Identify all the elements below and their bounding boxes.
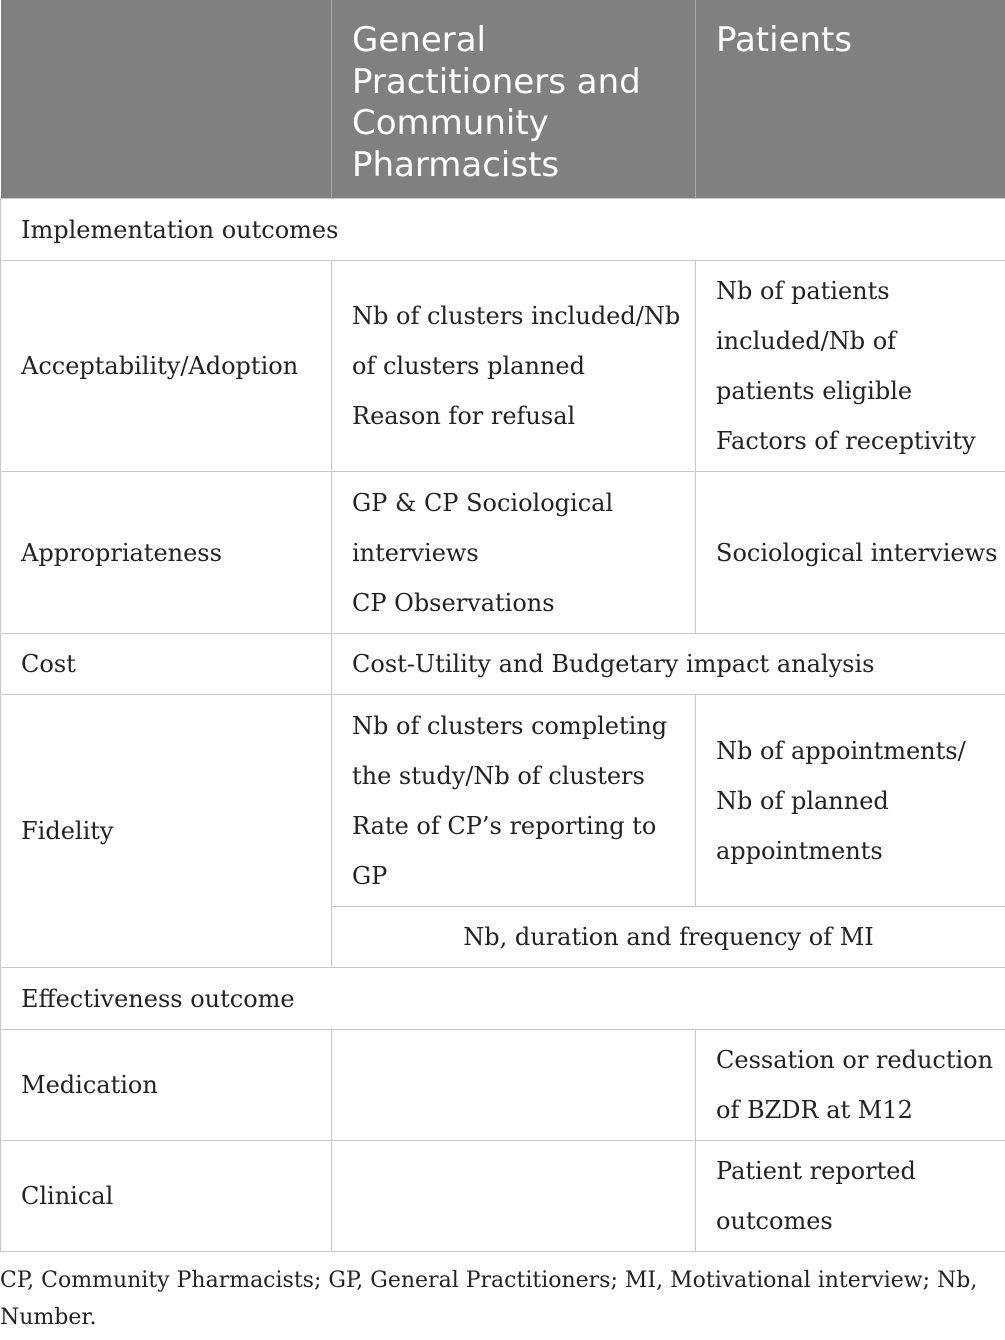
patients-cell: Nb of patients included/Nb of patients eligible Factors of receptivity [696, 261, 1005, 472]
section-label: Implementation outcomes [1, 199, 1005, 261]
practitioners-cell-empty [332, 1030, 696, 1141]
table-row-medication [1, 1030, 1005, 1141]
row-label: Cost [1, 634, 332, 695]
patients-cell: Patient reported outcomes [696, 1141, 1005, 1252]
row-label: Fidelity [1, 695, 332, 968]
practitioners-cell: Nb of clusters completing the study/Nb of clusters Rate of CP’s reporting to GP [332, 695, 696, 907]
section-row-implementation [1, 199, 1005, 261]
header-row [1, 0, 1005, 199]
patients-cell: Cessation or reduction of BZDR at M12 [696, 1030, 1005, 1141]
header-empty-cell [1, 0, 332, 199]
table-row-cost [1, 634, 1005, 695]
table-row-fidelity [1, 695, 1005, 907]
combined-cell: Nb, duration and frequency of MI [332, 907, 1005, 968]
section-row-effectiveness [1, 968, 1005, 1030]
table-row-appropriateness [1, 472, 1005, 634]
table-footnote: CP, Community Pharmacists; GP, General Practitioners; MI, Motivational interview; Nb, Number. [0, 1268, 978, 1330]
row-label: Appropriateness [1, 472, 332, 634]
row-label: Clinical [1, 1141, 332, 1252]
row-label: Medication [1, 1030, 332, 1141]
section-label: Effectiveness outcome [1, 968, 1005, 1030]
table-row-clinical [1, 1141, 1005, 1252]
practitioners-cell-empty [332, 1141, 696, 1252]
row-label: Acceptability/Adoption [1, 261, 332, 472]
header-practitioners: General Practitioners and Community Pharmacists [332, 0, 696, 199]
table-row-acceptability [1, 261, 1005, 472]
header-patients: Patients [696, 0, 1005, 199]
combined-cell: Cost-Utility and Budgetary impact analysis [332, 634, 1005, 695]
practitioners-cell: GP & CP Sociological interviews CP Observations [332, 472, 696, 634]
practitioners-cell: Nb of clusters included/Nb of clusters planned Reason for refusal [332, 261, 696, 472]
patients-cell: Sociological interviews [696, 472, 1005, 634]
patients-cell: Nb of appointments/ Nb of planned appointments [696, 695, 1005, 907]
